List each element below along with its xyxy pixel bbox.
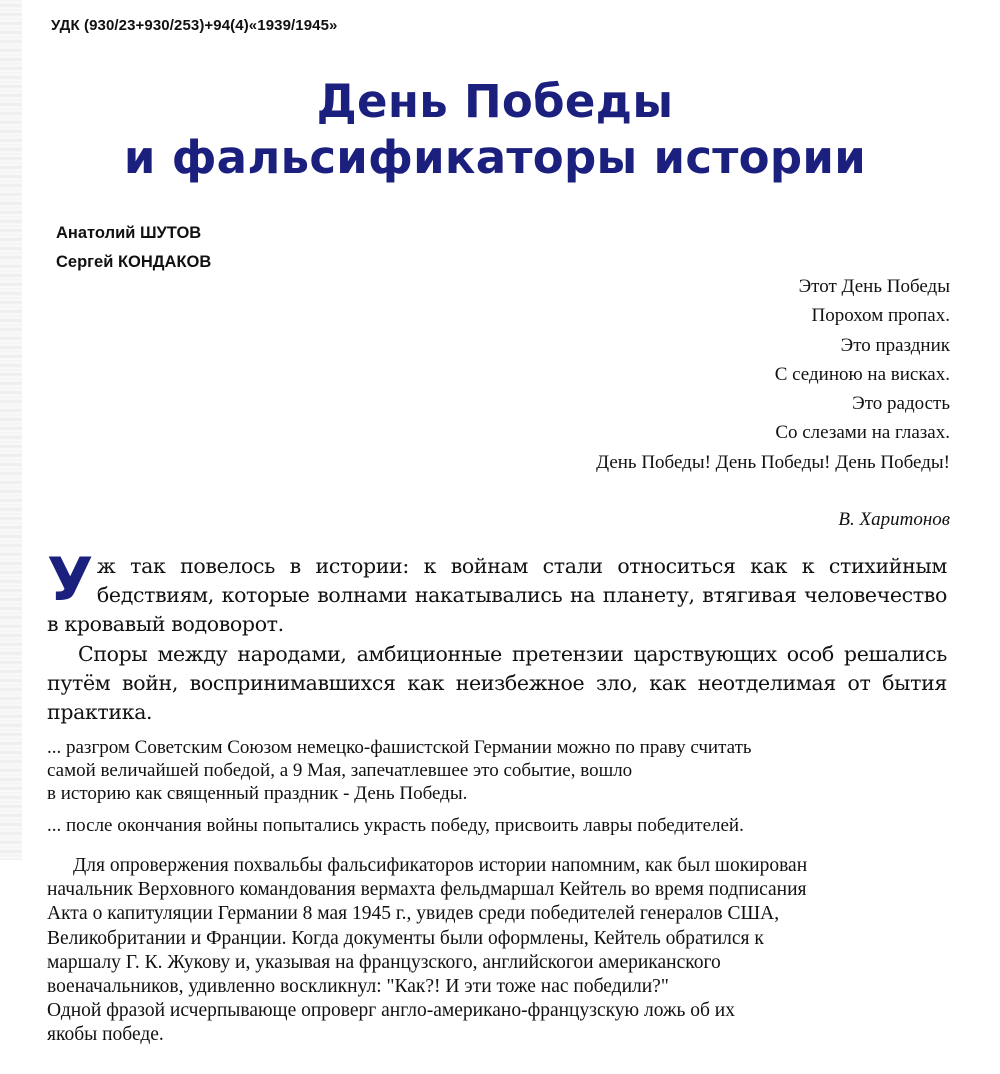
body-line: начальник Верховного командования вермахта фельдмаршал Кейтель во время подписания bbox=[47, 879, 807, 901]
body-line: якобы победе. bbox=[47, 1024, 164, 1046]
body-line: Великобритании и Франции. Когда документы были оформлены, Кейтель обратился к bbox=[47, 927, 764, 949]
quote-line: ... разгром Советским Союзом немецко-фашистской Германии можно по праву считать bbox=[47, 737, 752, 758]
poem-line: Это радость bbox=[852, 393, 950, 415]
drop-cap: У bbox=[47, 545, 93, 615]
poem-line: День Победы! День Победы! День Победы! bbox=[596, 451, 950, 473]
poem-line: С сединою на висках. bbox=[774, 363, 950, 385]
body-paragraph bbox=[47, 854, 967, 1048]
poem-line: Со слезами на глазах. bbox=[775, 422, 950, 444]
author-list bbox=[56, 219, 211, 277]
epigraph-author: В. Харитонов bbox=[838, 509, 950, 530]
lead-paragraph-2: Споры между народами, амбиционные претензии царствующих особ решались путём войн, воспринимавшихся как неизбежное зло, как неотделимая от бытия практика. bbox=[47, 642, 947, 724]
title-line-1: День Победы bbox=[316, 75, 674, 128]
lead-section bbox=[47, 545, 947, 727]
article-title bbox=[0, 74, 990, 186]
body-line: военачальников, удивленно воскликнул: "Как?! И эти тоже нас победили?" bbox=[47, 976, 669, 998]
quote-line: самой величайшей победой, а 9 Мая, запечатлевшее это событие, вошло bbox=[47, 760, 633, 781]
author-name: Сергей КОНДАКОВ bbox=[56, 253, 212, 271]
body-line: Для опровержения похвальбы фальсификаторов истории напомним, как был шокирован bbox=[73, 855, 808, 876]
body-line: Одной фразой исчерпывающе опроверг англо-американо-французскую ложь об их bbox=[47, 1000, 735, 1022]
poem-line: Порохом пропах. bbox=[811, 305, 950, 327]
poem-line: Это праздник bbox=[840, 334, 950, 356]
quote-line: в историю как священный праздник - День Победы. bbox=[47, 783, 468, 804]
poem-line: Этот День Победы bbox=[798, 276, 950, 297]
author-name: Анатолий ШУТОВ bbox=[56, 224, 202, 242]
lead-paragraph-1 bbox=[47, 545, 947, 639]
body-line: маршалу Г. К. Жукову и, указывая на французского, английскогои американского bbox=[47, 951, 721, 973]
body-line: Акта о капитуляции Германии 8 мая 1945 г., увидев среди победителей генералов США, bbox=[47, 903, 780, 925]
epigraph-poem bbox=[596, 272, 950, 477]
title-line-2: и фальсификаторы истории bbox=[123, 131, 867, 184]
udk-code: УДК (930/23+930/253)+94(4)«1939/1945» bbox=[51, 17, 338, 34]
pull-quotes bbox=[47, 736, 967, 837]
lead-paragraph-1-text: ж так повелось в истории: к войнам стали относиться как к стихийным бедствиям, которые волнами накатывались на планету, втягивая человечество в кровавый водоворот. bbox=[47, 554, 947, 636]
quote-line: ... после окончания войны попытались украсть победу, присвоить лавры победителей. bbox=[47, 815, 744, 836]
